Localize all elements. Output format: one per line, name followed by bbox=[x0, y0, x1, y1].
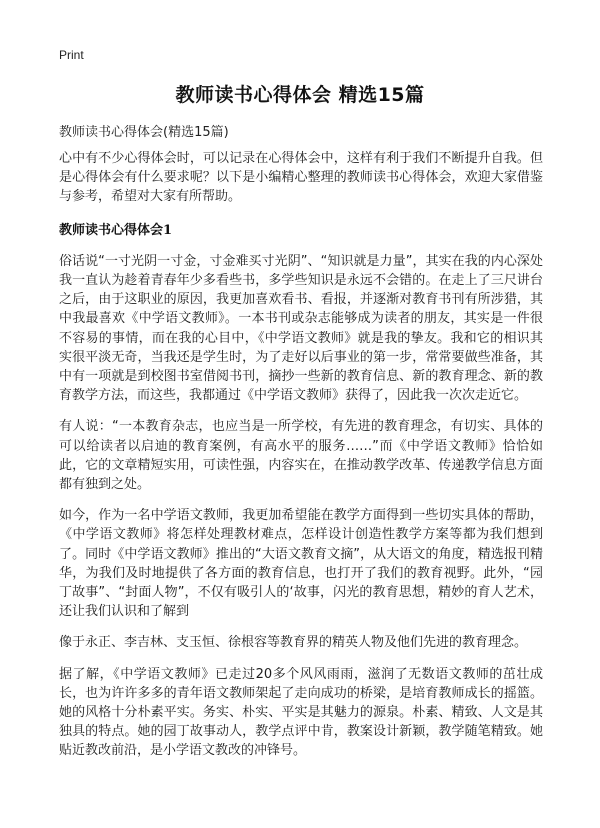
print-link[interactable]: Print bbox=[59, 48, 84, 62]
document-subtitle: 教师读书心得体会(精选15篇) bbox=[59, 125, 229, 140]
body-paragraph-3: 如今，作为一名中学语文教师，我更加希望能在教学方面得到一些切实具体的帮助，《中学语文教师》将怎样处理教材难点，怎样设计创造性教学方案等都为我们想到了。同时《中学语文教师》推出的“大语文教育文摘”，从大语文的角度，精选报刊精华，为我们及时地提供了各方面的教育信息，也打开了我们的教育视野。此外，“园丁故事”、“封面人物”，不仅有吸引人的‘故事，闪光的教育思想，精妙的育人艺术，还让我们认识和了解到 bbox=[59, 508, 543, 620]
section-heading: 教师读书心得体会1 bbox=[59, 222, 173, 238]
body-paragraph-5: 据了解，《中学语文教师》已走过20多个风风雨雨，滋润了无数语文教师的茁壮成长，也为许许多多的青年语文教师架起了走向成功的桥梁，是培育教师成长的摇篮。她的风格十分朴素平实。务实、朴实、平实是其魅力的源泉。朴素、精致、人文是其独具的特点。她的园丁故事动人，教学点评中肯，教案设计新颖，教学随笔精致。她贴近教改前沿，是小学语文教改的冲锋号。 bbox=[59, 666, 543, 759]
body-paragraph-1: 俗话说“一寸光阴一寸金，寸金难买寸光阴”、“知识就是力量”，其实在我的内心深处我一直认为趁着青春年少多看些书，多学些知识是永远不会错的。在走上了三尺讲台之后，由于这职业的原因，我更加喜欢看书、看报，并逐渐对教育书刊有所涉猎，其中我最喜欢《中学语文教师》。一本书刊或杂志能够成为读者的朋友，其实是一件很不容易的事情，而在我的心目中，《中学语文教师》就是我的挚友。我和它的相识其实很平淡无奇，当我还是学生时，为了走好以后事业的第一步，常常要做些准备，其中有一项就是到校图书室借阅书刊，摘抄一些新的教育信息、新的教育理念、新的教育教学方法，而这些，我都通过《中学语文教师》获得了，因此我一次次走近它。 bbox=[59, 253, 543, 404]
body-paragraph-4: 像于永正、李吉林、支玉恒、徐根容等教育界的精英人物及他们先进的教育理念。 bbox=[59, 635, 528, 651]
body-paragraph-2: 有人说：“一本教育杂志，也应当是一所学校，有先进的教育理念，有切实、具体的可以给读者以启迪的教育案例，有高水平的服务……”而《中学语文教师》恰恰如此，它的文章精短实用，可读性强，内容实在，在推动教学改革、传递教学信息方面都有独到之处。 bbox=[59, 419, 543, 493]
intro-paragraph: 心中有不少心得体会时，可以记录在心得体会中，这样有利于我们不断提升自我。但是心得体会有什么要求呢？以下是小编精心整理的教师读书心得体会，欢迎大家借鉴与参考，希望对大家有所帮助。 bbox=[59, 151, 543, 205]
page-title: 教师读书心得体会 精选15篇 bbox=[175, 84, 425, 106]
article-body bbox=[59, 149, 543, 773]
